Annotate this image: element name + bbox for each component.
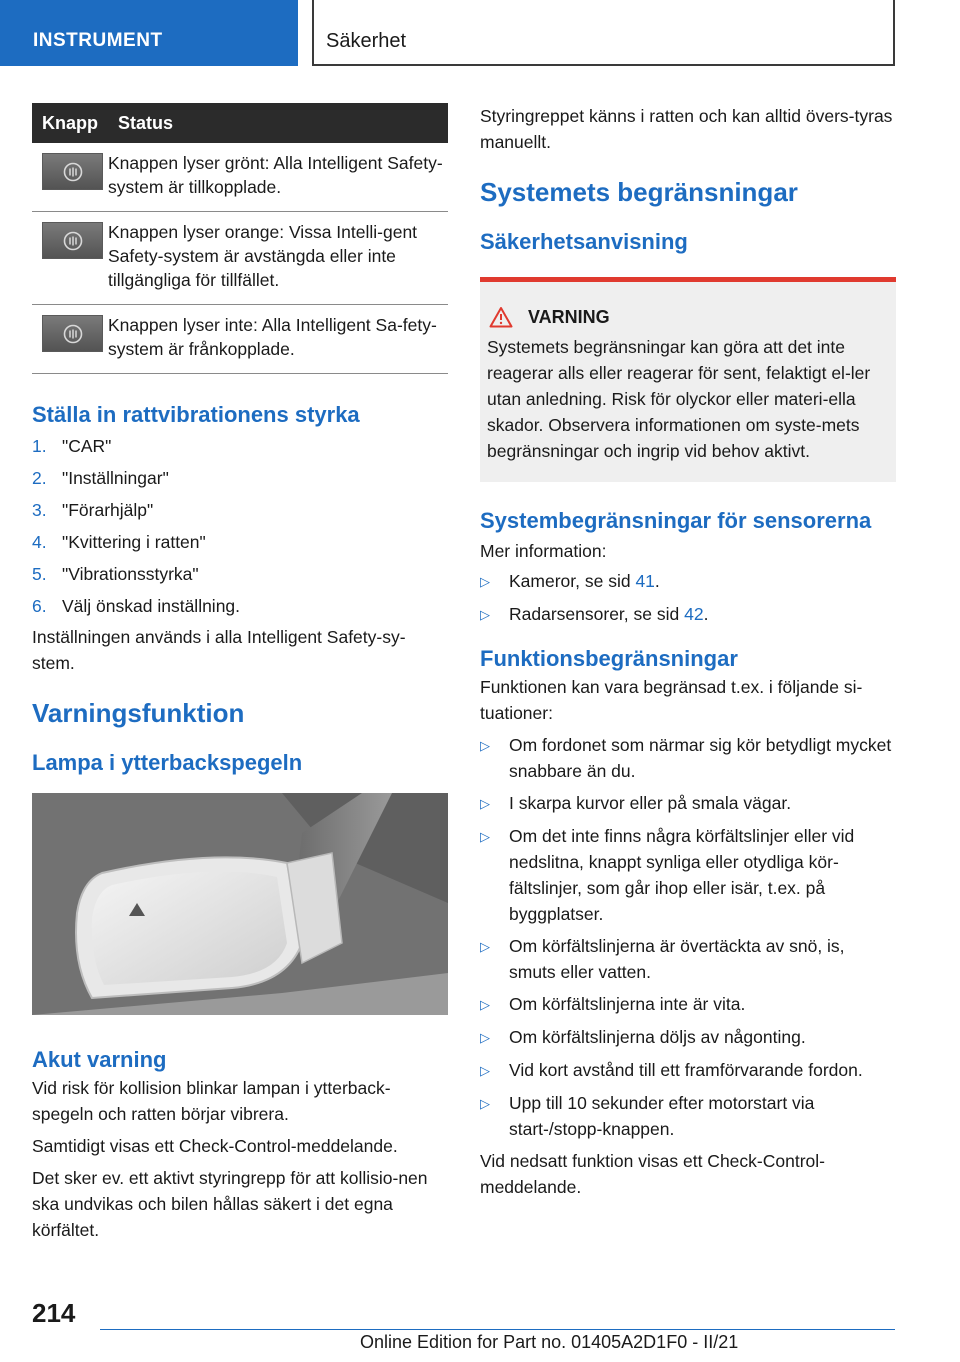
status-text: Knappen lyser grönt: Alla Intelligent Safety-system är tillkopplade.: [108, 143, 448, 212]
status-text: Knappen lyser inte: Alla Intelligent Sa-fety-system är frånkopplade.: [108, 305, 448, 374]
page-header: [0, 0, 960, 66]
col-header-status: Status: [108, 103, 448, 143]
page-link-42[interactable]: 42: [684, 604, 704, 624]
left-column: [32, 103, 448, 1243]
list-item: ▷ Upp till 10 sekunder efter motorstart via start-/stopp-knappen.: [480, 1090, 896, 1142]
page-link-41[interactable]: 41: [635, 571, 655, 591]
list-item: ▷ Kameror, se sid 41.: [480, 568, 896, 595]
bullet-triangle-icon: ▷: [480, 607, 490, 622]
intelligent-safety-button: [42, 153, 103, 190]
setting-note: Inställningen används i alla Intelligent Safety-sy-stem.: [32, 627, 406, 673]
vibration-steps: [32, 430, 448, 622]
section-tab[interactable]: INSTRUMENT: [0, 0, 298, 66]
list-item: ▷ Om körfältslinjerna inte är vita.: [480, 991, 896, 1018]
bullet-triangle-icon: ▷: [480, 1063, 490, 1078]
list-item: ▷ Om körfältslinjerna döljs av någonting.: [480, 1024, 896, 1051]
heading-mirror-lamp: Lampa i ytterbackspegeln: [32, 750, 303, 775]
list-item: ▷ Om fordonet som närmar sig kör betydligt mycket snabbare än du.: [480, 732, 896, 784]
sensor-list: [480, 568, 896, 628]
heading-warning-function: Varningsfunktion: [32, 698, 245, 728]
heading-system-limits: Systemets begränsningar: [480, 177, 798, 207]
right-column: [480, 103, 896, 1200]
limits-list: [480, 732, 896, 1142]
acute-text-3: Det sker ev. ett aktivt styringrepp för att kollisio-nen ska undvikas och bilen hållas säkert i det egna körfältet.: [32, 1168, 428, 1240]
list-item: 5. "Vibrationsstyrka": [32, 564, 199, 584]
bullet-triangle-icon: ▷: [480, 1096, 490, 1111]
intelligent-safety-button: [42, 315, 103, 352]
function-intro: Funktionen kan vara begränsad t.ex. i följande si-tuationer:: [480, 677, 863, 723]
heading-acute-warning: Akut varning: [32, 1047, 167, 1072]
heading-vibration: Ställa in rattvibrationens styrka: [32, 402, 360, 427]
side-mirror-illustration: [32, 793, 448, 1015]
acute-text-2: Samtidigt visas ett Check-Control-meddelande.: [32, 1136, 398, 1156]
bullet-triangle-icon: ▷: [480, 1030, 490, 1045]
intro-text: Styringreppet känns i ratten och kan alltid övers-tyras manuellt.: [480, 106, 893, 152]
bullet-triangle-icon: ▷: [480, 939, 490, 954]
more-info-label: Mer information:: [480, 541, 607, 561]
intelligent-safety-icon: [62, 323, 84, 345]
table-row: [32, 143, 448, 212]
intelligent-safety-icon: [62, 230, 84, 252]
bullet-triangle-icon: ▷: [480, 574, 490, 589]
list-item: 3. "Förarhjälp": [32, 500, 154, 520]
button-status-table: [32, 103, 448, 374]
col-header-button: Knapp: [32, 103, 108, 143]
table-header-row: [32, 103, 448, 143]
list-item: ▷ Radarsensorer, se sid 42.: [480, 601, 896, 628]
list-item: ▷ Om det inte finns några körfältslinjer eller vid nedslitna, knappt synliga eller otydliga kör-fältslinjer, som går ihop eller isär, t.ex. på byggplatser.: [480, 823, 896, 927]
warning-box: [480, 277, 896, 482]
warning-label: VARNING: [528, 306, 610, 327]
bullet-triangle-icon: ▷: [480, 829, 490, 844]
heading-function-limits: Funktionsbegränsningar: [480, 646, 738, 671]
reduced-function-note: Vid nedsatt funktion visas ett Check-Control-meddelande.: [480, 1151, 825, 1197]
status-text: Knappen lyser orange: Vissa Intelli-gent Safety-system är avstängda eller inte tillgängliga för tillfället.: [108, 212, 448, 305]
list-item: ▷ I skarpa kurvor eller på smala vägar.: [480, 790, 896, 817]
list-item: 1. "CAR": [32, 436, 112, 456]
heading-safety-note: Säkerhetsanvisning: [480, 229, 688, 254]
list-item: 6. Välj önskad inställning.: [32, 596, 241, 616]
chapter-title: Säkerhet: [312, 0, 895, 66]
list-item: 2. "Inställningar": [32, 468, 169, 488]
list-item: 4. "Kvittering i ratten": [32, 532, 206, 552]
table-row: [32, 212, 448, 305]
list-item: ▷ Vid kort avstånd till ett framförvarande fordon.: [480, 1057, 896, 1084]
bullet-triangle-icon: ▷: [480, 796, 490, 811]
bullet-triangle-icon: ▷: [480, 738, 490, 753]
mirror-image: [32, 793, 448, 1015]
bullet-triangle-icon: ▷: [480, 997, 490, 1012]
warning-text: Systemets begränsningar kan göra att det inte reagerar alls eller reagerar för sent, felaktigt el-ler utan anledning. Risk för olyckor eller materi-ella skador. Observera informationen om syste-mets begränsningar och ingrip vid behov aktivt.: [487, 337, 871, 461]
heading-sensor-limits: Systembegränsningar för sensorerna: [480, 508, 872, 533]
edition-label: Online Edition for Part no. 01405A2D1F0 - II/21: [360, 1332, 739, 1352]
table-row: [32, 305, 448, 374]
list-item: ▷ Om körfältslinjerna är övertäckta av snö, is, smuts eller vatten.: [480, 933, 896, 985]
acute-text-1: Vid risk för kollision blinkar lampan i ytterback-spegeln och ratten börjar vibrera.: [32, 1078, 391, 1124]
footer-divider: [100, 1329, 895, 1330]
page-number: 214: [32, 1298, 76, 1328]
intelligent-safety-button: [42, 222, 103, 259]
warning-triangle-icon: [489, 306, 513, 328]
intelligent-safety-icon: [62, 161, 84, 183]
